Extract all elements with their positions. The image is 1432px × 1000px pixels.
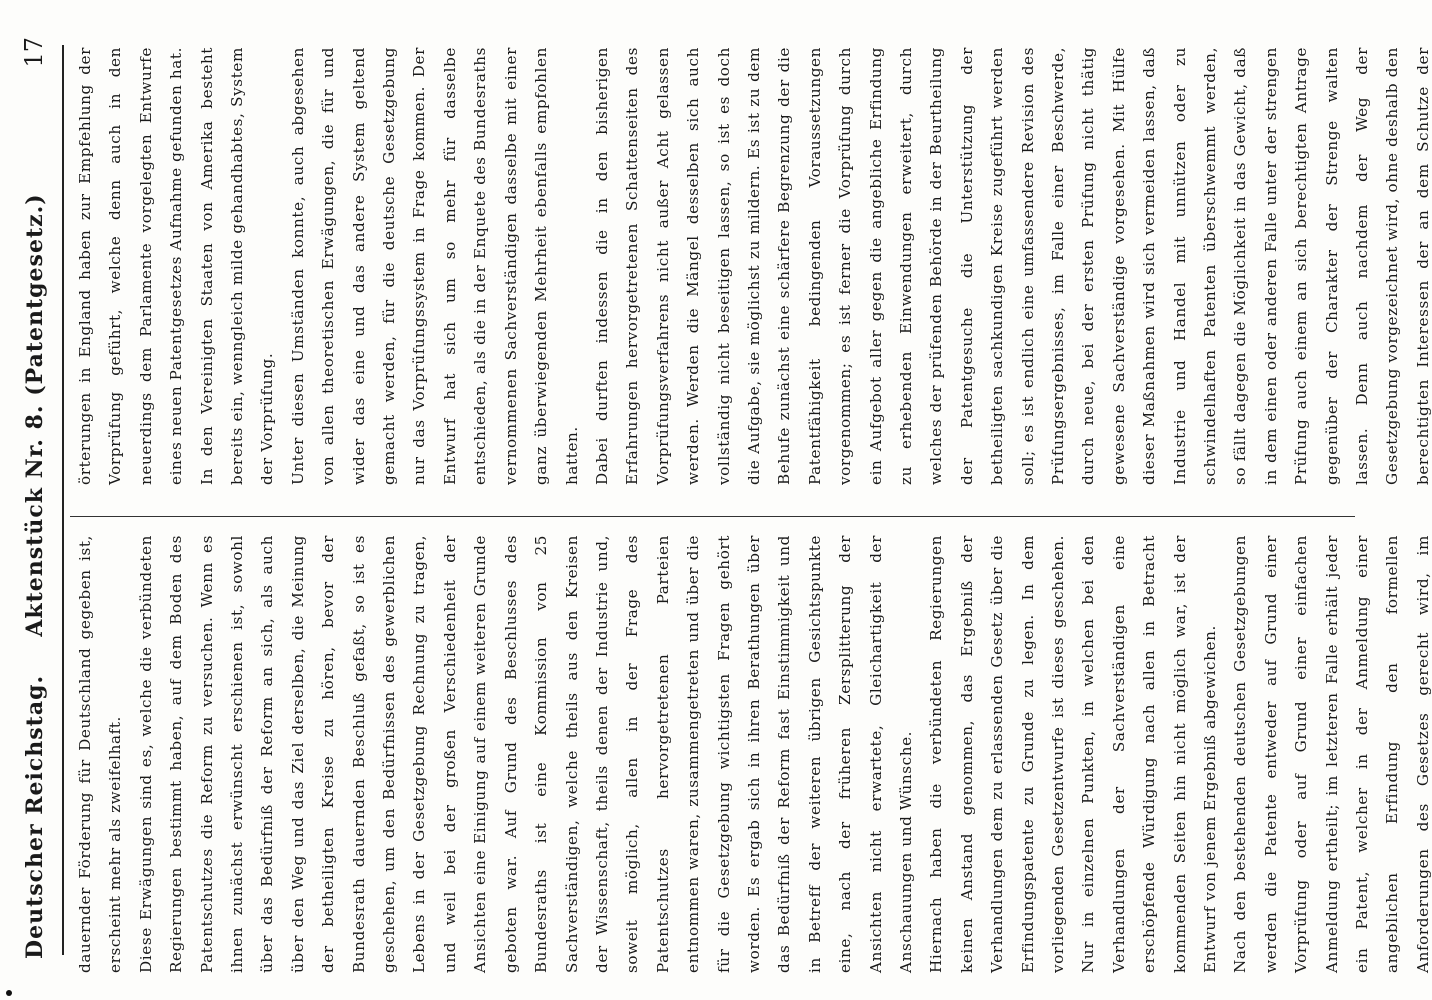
publication-title: Deutscher Reichstag. (22, 674, 48, 959)
header-rule (62, 45, 64, 955)
text-column-right (70, 47, 1432, 485)
paragraph: Diese Erwägungen sind es, welche die verbündeten Regierungen bestimmt haben, auf dem Boden des Patentschutzes die Reform zu versuchen. Wenn es ihnen zunächst erwünscht erschienen ist, sowohl über das Bedürfniß der Reform an sich, als auch über den Weg und das Ziel derselben, die Meinung der betheiligten Kreise zu hören, bevor der Bundesrath dauernden Beschluß gefaßt, so ist es geschehen, um den Bedürfnissen des gewerblichen Lebens in der Gesetzgebung Rechnung zu tragen, und weil bei der großen Verschiedenheit der Ansichten eine Einigung auf einem weiteren Grunde geboten war. Auf Grund des Beschlusses des Bundesraths ist eine Kommission von 25 Sachverständigen, welche theils aus den Kreisen der Wissenschaft, theils denen der Industrie und, soweit möglich, allen in der Frage des Patentschutzes hervorgetretenen Parteien entnommen waren, zusammengetreten und über die für die Gesetzgebung wichtigsten Fragen gehört worden. Es ergab sich in ihren Berathungen über das Bedürfniß der Reform fast Einstimmigkeit und in Betreff der weiteren übrigen Gesichtspunkte eine, nach der früheren Zersplitterung der Ansichten nicht erwartete, Gleichartigkeit der Anschauungen und Wünsche. (136, 535, 915, 973)
rotated-page-content (16, 15, 1432, 985)
paragraph: Nach den bestehenden deutschen Gesetzgebungen werden die Patente entweder auf Grund einer Vorprüfung oder auf Grund einer einfachen Anmeldung ertheilt; im letzteren Falle erhält jeder ein Patent, welcher in der Anmeldung einer angeblichen Erfindung den formellen Anforderungen des Gesetzes gerecht wird, im (1231, 535, 1432, 973)
paragraph: Dabei durften indessen die in den bisherigen Erfahrungen hervorgetretenen Schattenseiten des Vorprüfungsverfahrens nicht außer Acht gelassen werden. Werden die Mängel desselben sich auch vollständig nicht beseitigen lassen, so ist es doch die Aufgabe, sie möglichst zu mildern. Es ist zu dem Behufe zunächst eine schärfere Begrenzung der die Patentfähigkeit bedingenden Voraussetzungen vorgenommen; es ist ferner die Vorprüfung durch ein Aufgebot aller gegen die angebliche Erfindung zu erhebenden Einwendungen erweitert, durch welches der prüfenden Behörde in der Beurtheilung der Patentgesuche die Unterstützung der betheiligten sachkundigen Kreise zugeführt werden soll; es ist endlich eine umfassendere Revision des Prüfungsergebnisses, im Falle einer Beschwerde, durch neue, bei der ersten Prüfung nicht thätig gewesene Sachverständige vorgesehen. Mit Hülfe dieser Maßnahmen wird sich vermeiden lassen, daß Industrie und Handel mit unnützen oder zu schwindelhaften Patenten überschwemmt werden, so fällt dagegen die Möglichkeit in das Gewicht, daß in dem einen oder anderen Falle unter der strengen Prüfung auch einem an sich berechtigten Antrage gegenüber der Charakter der Strenge walten lassen. Denn auch nachdem der Weg der Gesetzgebung vorgezeichnet wird, ohne deshalb den berechtigten Interessen der an dem Schutze der (592, 47, 1432, 485)
page-number: 17 (20, 37, 48, 68)
paragraph: Hiernach haben die verbündeten Regierungen keinen Anstand genommen, das Ergebniß der Verhandlungen dem zu erlassenden Gesetz über die Erfindungspatente zu Grunde zu legen. In dem vorliegenden Gesetzentwurfe ist dieses geschehen. Nur in einzelnen Punkten, in welchen bei den Verhandlungen der Sachverständigen eine erschöpfende Würdigung nach allen in Betracht kommenden Seiten hin nicht möglich war, ist der Entwurf von jenem Ergebniß abgewichen. (927, 535, 1220, 973)
paragraph: dauernder Förderung für Deutschland gegeben ist, erscheint mehr als zweifelhaft. (76, 535, 125, 973)
paragraph: örterungen in England haben zur Empfehlung der Vorprüfung geführt, welche denn auch in den neuerdings dem Parlamente vorgelegten Entwurfe eines neuen Patentgesetzes Aufnahme gefunden hat. In den Vereinigten Staaten von Amerika besteht bereits ein, wenngleich milde gehandhabtes, System der Vorprüfung. (76, 47, 277, 485)
page-header (16, 15, 56, 985)
document-section-title: Aktenstück Nr. 8. (Patentgesetz.) (22, 193, 48, 637)
column-divider (70, 516, 1355, 517)
paragraph: Unter diesen Umständen konnte, auch abgesehen von allen theoretischen Erwägungen, die für und wider das eine und das andere System geltend gemacht werden, für die deutsche Gesetzgebung nur das Vorprüfungssystem in Frage kommen. Der Entwurf hat sich um so mehr für dasselbe entschieden, als die in der Enquete des Bundesraths vernommenen Sachverständigen dasselbe mit einer ganz überwiegenden Mehrheit ebenfalls empfohlen hatten. (288, 47, 581, 485)
digitization-credit (1410, 10, 1430, 980)
text-column-left (70, 535, 1432, 973)
scan-mark (6, 990, 12, 996)
